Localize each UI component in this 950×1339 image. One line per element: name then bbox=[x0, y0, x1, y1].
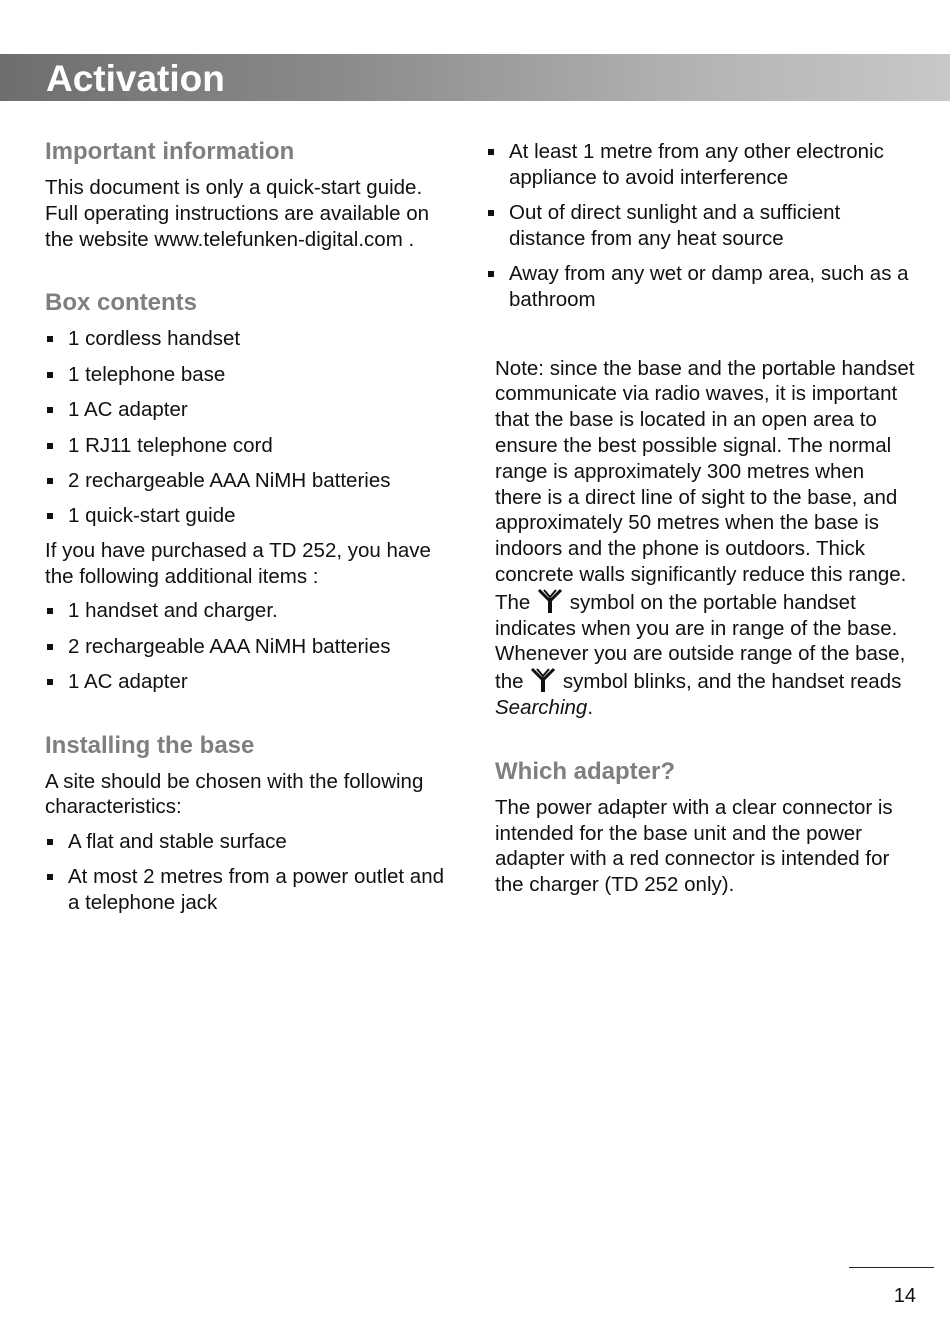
important-heading: Important information bbox=[45, 138, 295, 165]
list-item: Out of direct sunlight and a sufficient distance from any heat source bbox=[486, 200, 916, 252]
note-text-2: symbol on the portable handset indicates when you are in range of the base. Whenever you are outside range of the base, the bbox=[495, 590, 906, 694]
searching-text: Searching bbox=[495, 695, 588, 719]
right-column bbox=[486, 139, 916, 898]
page-title: Activation bbox=[46, 58, 225, 99]
list-item: 2 rechargeable AAA NiMH batteries bbox=[45, 634, 445, 660]
important-text: This document is only a quick-start guide. Full operating instructions are available on the website www.telefunken-digital.com . bbox=[45, 176, 430, 251]
list-item: 1 AC adapter bbox=[45, 397, 445, 423]
note-text-1: Note: since the base and the portable handset communicate via radio waves, it is important that the base is located in an open area to ensure the best possible signal. The normal range is approximately 300 metres when there is a direct line of sight to the base, and approximately 50 metres when the base is indoors and the phone is outdoors. Thick concrete walls significantly reduce this range. The bbox=[495, 356, 915, 614]
list-item: At least 1 metre from any other electronic appliance to avoid interference bbox=[486, 139, 916, 191]
list-item: A flat and stable surface bbox=[45, 829, 445, 855]
td252-intro: If you have purchased a TD 252, you have the following additional items : bbox=[45, 538, 431, 588]
box-list bbox=[45, 326, 445, 529]
list-item: 1 quick-start guide bbox=[45, 503, 445, 529]
td252-list bbox=[45, 598, 445, 695]
page-number: 14 bbox=[893, 1285, 916, 1307]
list-item: At most 2 metres from a power outlet and a telephone jack bbox=[45, 864, 445, 916]
list-item: 1 cordless handset bbox=[45, 326, 445, 352]
list-item: 1 RJ11 telephone cord bbox=[45, 433, 445, 459]
installing-list-right bbox=[486, 139, 916, 313]
list-item: 2 rechargeable AAA NiMH batteries bbox=[45, 468, 445, 494]
list-item: 1 telephone base bbox=[45, 362, 445, 388]
installing-list-left bbox=[45, 829, 445, 916]
note-paragraph bbox=[486, 356, 916, 721]
installing-heading: Installing the base bbox=[45, 731, 255, 759]
box-heading: Box contents bbox=[45, 289, 198, 317]
list-item: Away from any wet or damp area, such as a bathroom bbox=[486, 261, 916, 313]
note-text-3: symbol blinks, and the handset reads bbox=[562, 670, 902, 694]
antenna-icon bbox=[529, 667, 557, 693]
left-column bbox=[45, 137, 445, 926]
installing-intro: A site should be chosen with the following characteristics: bbox=[45, 769, 424, 819]
antenna-icon bbox=[536, 588, 564, 614]
list-item: 1 AC adapter bbox=[45, 669, 445, 695]
footer-rule bbox=[849, 1267, 934, 1268]
list-item: 1 handset and charger. bbox=[45, 598, 445, 624]
note-end: . bbox=[587, 695, 594, 719]
adapter-heading: Which adapter? bbox=[495, 757, 676, 785]
adapter-text: The power adapter with a clear connector is intended for the base unit and the power adapter with a red connector is intended for the charger (TD 252 only). bbox=[495, 795, 893, 897]
